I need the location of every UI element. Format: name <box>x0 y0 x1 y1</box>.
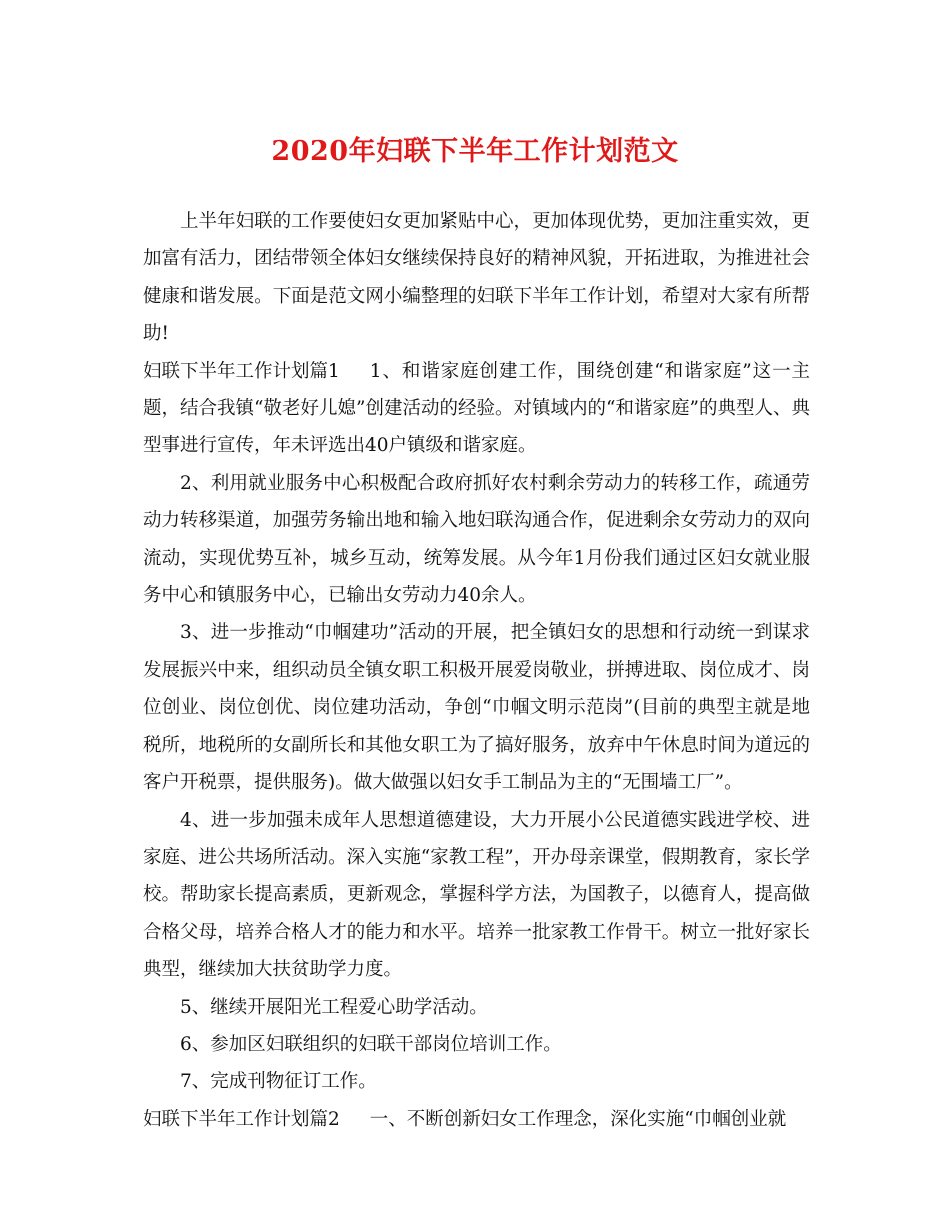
item-6-paragraph: 6、参加区妇联组织的妇联干部岗位培训工作。 <box>180 1033 562 1055</box>
document-body <box>143 203 810 1138</box>
item-7-paragraph: 7、完成刊物征订工作。 <box>180 1071 377 1093</box>
section-2-paragraph <box>143 1101 810 1138</box>
section-2-heading: 妇联下半年工作计划篇2 <box>143 1108 340 1130</box>
item-3-paragraph: 3、进一步推动“巾帼建功”活动的开展，把全镇妇女的思想和行动统一到谋求发展振兴中来，组织动员全镇女职工积极开展爱岗敬业，拼搏进取、岗位成才、岗位创业、岗位创优、岗位建功活动，争创“巾帼文明示范岗”(目前的典型主就是地税所，地税所的女副所长和其他女职工为了搞好服务，放弃中午休息时间为道远的客户开税票，提供服务)。做大做强以妇女手工制品为主的“无围墙工厂”。 <box>143 622 810 794</box>
item-4-paragraph: 4、进一步加强未成年人思想道德建设，大力开展小公民道德实践进学校、进家庭、进公共场所活动。深入实施“家教工程”，开办母亲课堂，假期教育，家长学校。帮助家长提高素质，更新观念，掌握科学方法，为国教子，以德育人，提高做合格父母，培养合格人才的能力和水平。培养一批家教工作骨干。树立一批好家长典型，继续加大扶贫助学力度。 <box>143 809 810 981</box>
intro-paragraph: 上半年妇联的工作要使妇女更加紧贴中心，更加体现优势，更加注重实效，更加富有活力，团结带领全体妇女继续保持良好的精神风貌，开拓进取，为推进社会健康和谐发展。下面是范文网小编整理的妇联下半年工作计划，希望对大家有所帮助! <box>143 211 810 345</box>
item-2-paragraph: 2、利用就业服务中心积极配合政府抓好农村剩余劳动力的转移工作，疏通劳动力转移渠道，加强劳务输出地和输入地妇联沟通合作，促进剩余女劳动力的双向流动，实现优势互补，城乡互动，统筹发展。从今年1月份我们通过区妇女就业服务中心和镇服务中心，已输出女劳动力40余人。 <box>143 472 810 607</box>
section-1-heading: 妇联下半年工作计划篇1 <box>143 360 340 382</box>
item-5-paragraph: 5、继续开展阳光工程爱心助学活动。 <box>180 996 488 1018</box>
section-1-item-1: 1、和谐家庭创建工作，围绕创建“和谐家庭”这一主题，结合我镇“敬老好儿媳”创建活动的经验。对镇域内的“和谐家庭”的典型人、典型事进行宣传，年未评选出40户镇级和谐家庭。 <box>143 360 810 457</box>
document-title: 2020年妇联下半年工作计划范文 <box>271 136 679 167</box>
section-2-item-1: 一、不断创新妇女工作理念，深化实施“巾帼创业就 <box>369 1108 787 1130</box>
section-1-paragraph <box>143 353 810 465</box>
